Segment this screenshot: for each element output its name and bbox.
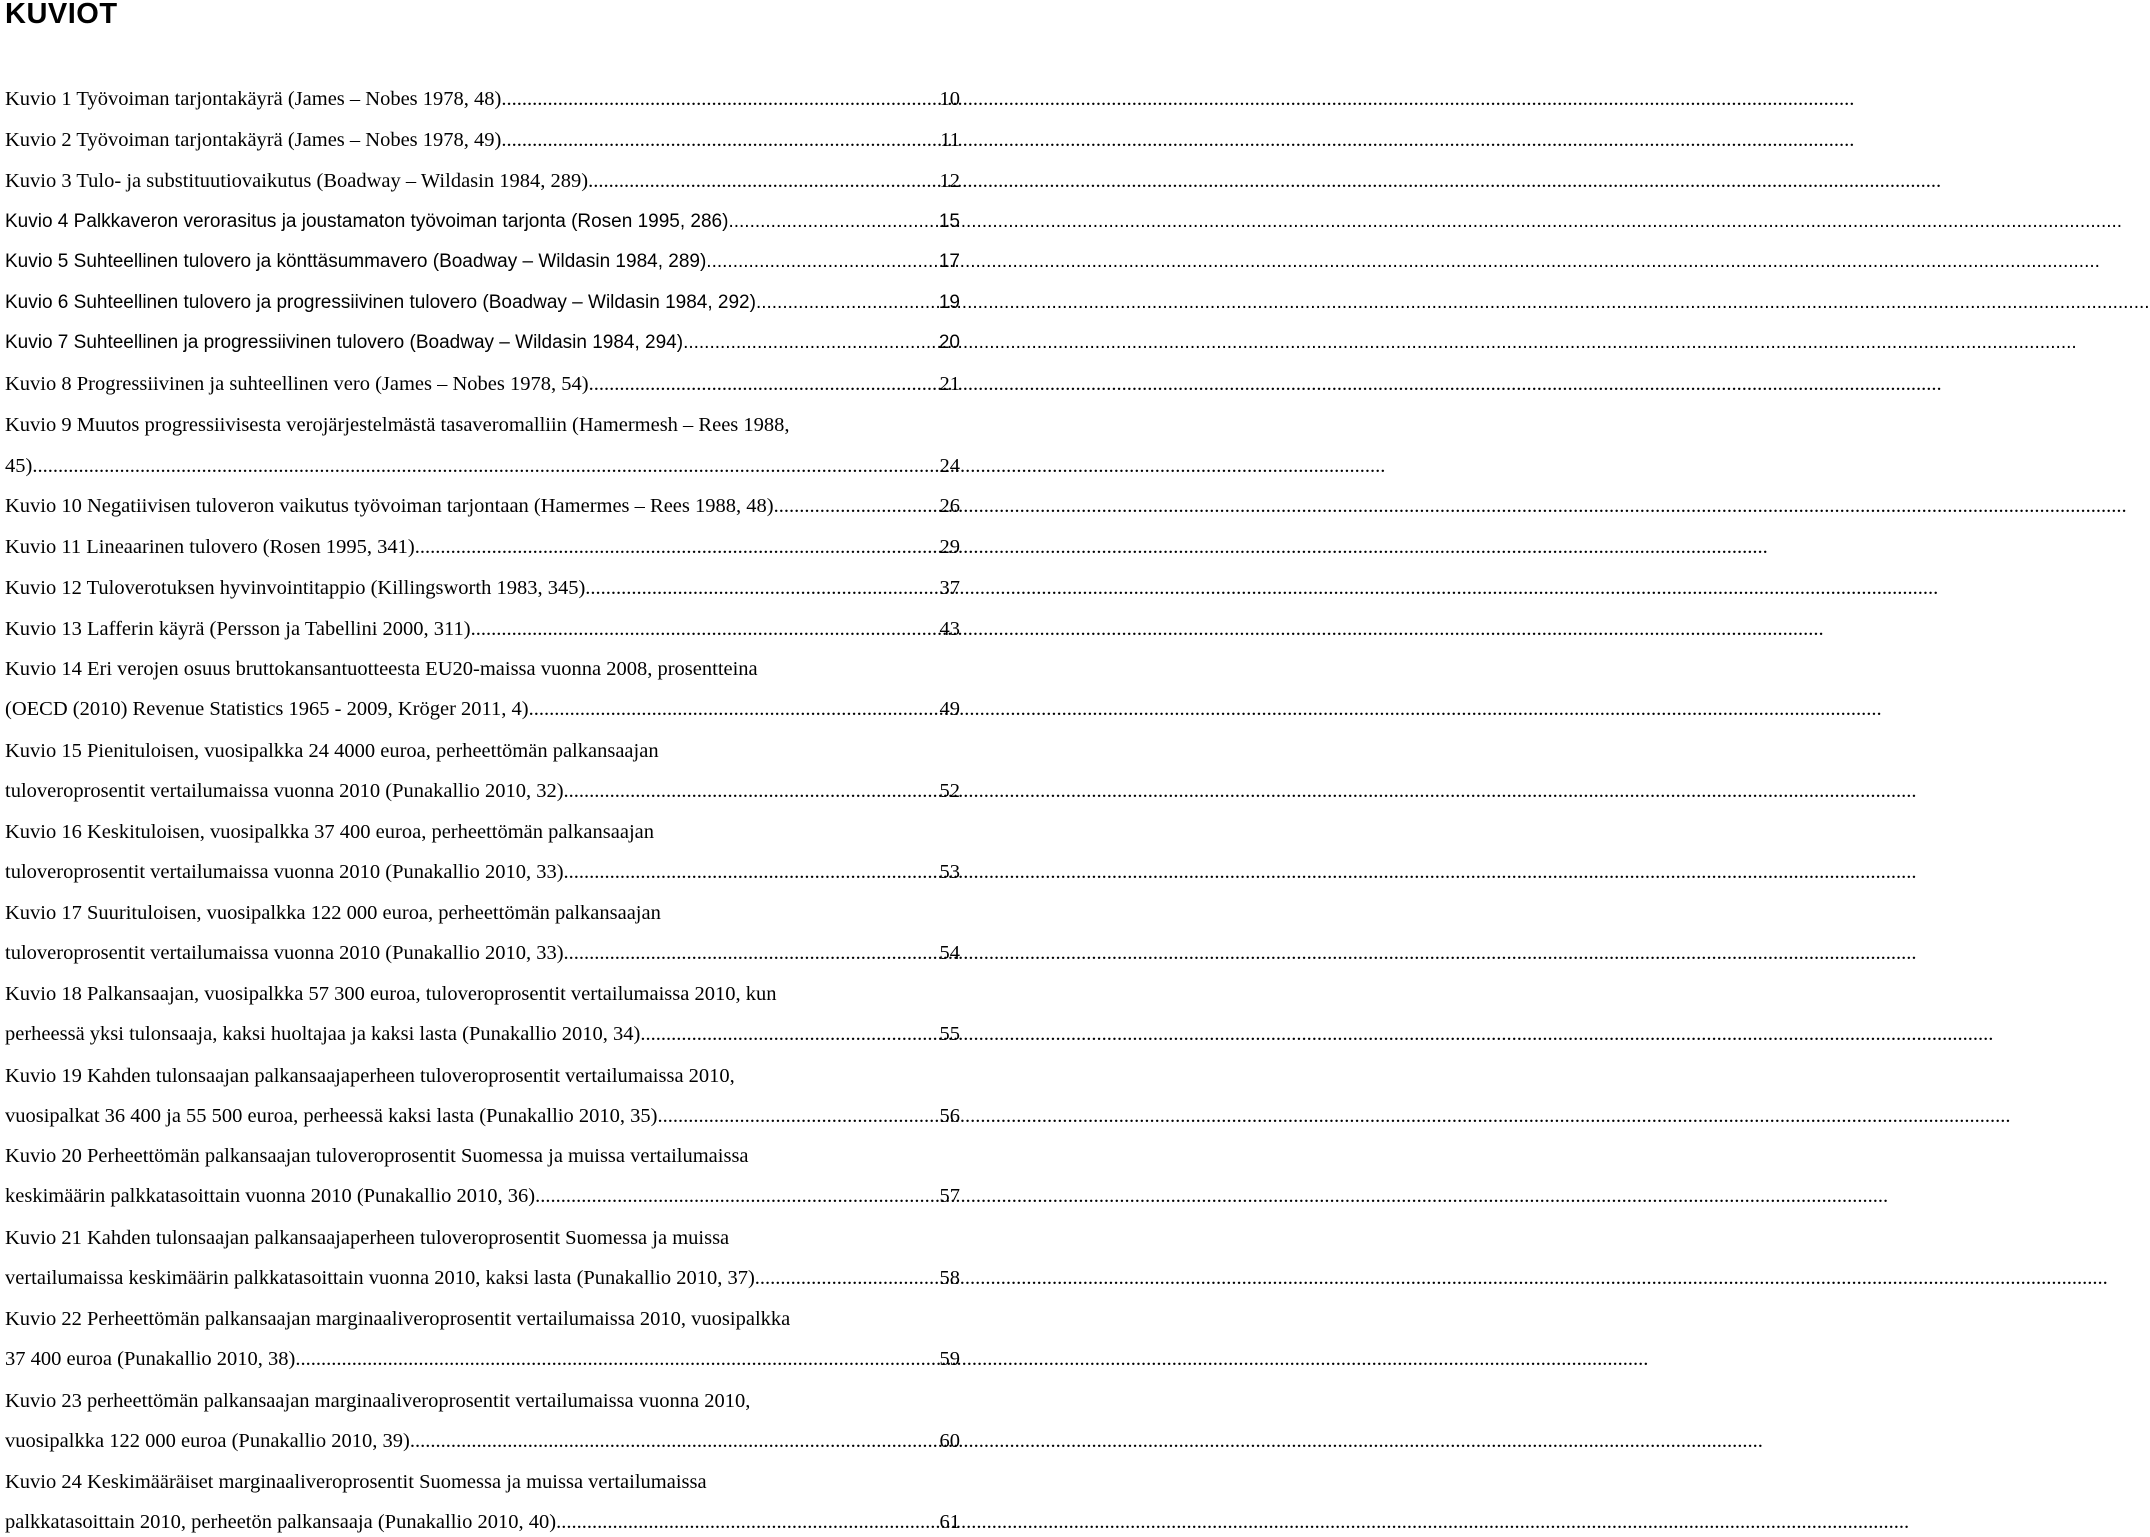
leader-dots bbox=[471, 614, 939, 644]
toc-entry-text: Kuvio 15 Pienituloisen, vuosipalkka 24 4000 euroa, perheettömän palkansaajan bbox=[5, 740, 659, 762]
toc-entry[interactable] bbox=[5, 207, 960, 237]
toc-page-number: 55 bbox=[939, 1023, 960, 1045]
leader-dots bbox=[755, 1263, 939, 1293]
leader-dots bbox=[585, 573, 938, 603]
leader-dots bbox=[32, 451, 938, 481]
toc-entry-text-continued: 37 400 euroa (Punakallio 2010, 38) bbox=[5, 1348, 296, 1370]
document-page bbox=[0, 0, 960, 1535]
toc-entry-first-line bbox=[5, 1386, 960, 1416]
toc-entry-text: Kuvio 6 Suhteellinen tulovero ja progressiivinen tulovero (Boadway – Wildasin 1984, 292) bbox=[5, 292, 756, 313]
toc-entry-text-continued: tuloveroprosentit vertailumaissa vuonna 2010 (Punakallio 2010, 33) bbox=[5, 861, 564, 883]
toc-entry-first-line bbox=[5, 898, 960, 928]
toc-page-number: 37 bbox=[939, 577, 960, 599]
toc-entry-first-line bbox=[5, 1223, 960, 1253]
toc-page-number: 12 bbox=[939, 170, 960, 192]
toc-page-number: 53 bbox=[939, 861, 960, 883]
leader-dots bbox=[556, 1507, 938, 1537]
leader-dots bbox=[501, 84, 938, 114]
toc-entry-text: Kuvio 3 Tulo- ja substituutiovaikutus (Boadway – Wildasin 1984, 289) bbox=[5, 170, 589, 192]
toc-page-number: 61 bbox=[939, 1511, 960, 1533]
toc-entry[interactable] bbox=[5, 451, 960, 481]
toc-entry[interactable] bbox=[5, 1181, 960, 1211]
leader-dots bbox=[415, 532, 939, 562]
toc-entry-first-line bbox=[5, 736, 960, 766]
leader-dots bbox=[640, 1019, 938, 1049]
toc-page-number: 59 bbox=[939, 1348, 960, 1370]
toc-entry[interactable] bbox=[5, 166, 960, 196]
toc-entry-text: Kuvio 10 Negatiivisen tuloveron vaikutus työvoiman tarjontaan (Hamermes – Rees 1988, 48) bbox=[5, 495, 774, 517]
toc-entry-text: Kuvio 21 Kahden tulonsaajan palkansaajaperheen tuloveroprosentit Suomessa ja muissa bbox=[5, 1227, 730, 1249]
toc-entry-first-line bbox=[5, 1467, 960, 1497]
leader-dots bbox=[295, 1344, 938, 1374]
toc-entry[interactable] bbox=[5, 776, 960, 806]
toc-entry-text-continued: perheessä yksi tulonsaaja, kaksi huoltajaa ja kaksi lasta (Punakallio 2010, 34) bbox=[5, 1023, 641, 1045]
toc-entry-first-line bbox=[5, 410, 960, 440]
toc-entry-text-continued: 45) bbox=[5, 455, 33, 477]
toc-entry[interactable] bbox=[5, 1263, 960, 1293]
toc-entry-text: Kuvio 13 Lafferin käyrä (Persson ja Tabellini 2000, 311) bbox=[5, 618, 471, 640]
toc-entry[interactable] bbox=[5, 1426, 960, 1456]
toc-entry[interactable] bbox=[5, 694, 960, 724]
toc-entry-first-line bbox=[5, 1304, 960, 1334]
toc-entry-first-line bbox=[5, 654, 960, 684]
leader-dots bbox=[589, 369, 939, 399]
toc-entry[interactable] bbox=[5, 84, 960, 114]
leader-dots bbox=[728, 207, 937, 237]
toc-entry[interactable] bbox=[5, 1507, 960, 1537]
toc-entry-text-continued: tuloveroprosentit vertailumaissa vuonna 2010 (Punakallio 2010, 32) bbox=[5, 780, 564, 802]
toc-entry-text: Kuvio 14 Eri verojen osuus bruttokansantuotteesta EU20-maissa vuonna 2008, prosentteina bbox=[5, 658, 758, 680]
toc-page-number: 29 bbox=[939, 536, 960, 558]
toc-entry-text: Kuvio 18 Palkansaajan, vuosipalkka 57 300 euroa, tuloveroprosentit vertailumaissa 2010, kun bbox=[5, 983, 777, 1005]
toc-entry-text-continued: palkkatasoittain 2010, perheetön palkansaaja (Punakallio 2010, 40) bbox=[5, 1511, 557, 1533]
toc-entry-text: Kuvio 1 Työvoiman tarjontakäyrä (James – Nobes 1978, 48) bbox=[5, 88, 502, 110]
toc-entry-text: Kuvio 11 Lineaarinen tulovero (Rosen 1995, 341) bbox=[5, 536, 415, 558]
toc-entry-text-continued: vuosipalkka 122 000 euroa (Punakallio 2010, 39) bbox=[5, 1430, 410, 1452]
leader-dots bbox=[756, 288, 938, 318]
toc-entry-text: Kuvio 16 Keskituloisen, vuosipalkka 37 400 euroa, perheettömän palkansaajan bbox=[5, 821, 655, 843]
toc-entry[interactable] bbox=[5, 1019, 960, 1049]
toc-page-number: 56 bbox=[939, 1105, 960, 1127]
toc-page-number: 24 bbox=[939, 455, 960, 477]
toc-entry-text: Kuvio 5 Suhteellinen tulovero ja könttäsummavero (Boadway – Wildasin 1984, 289) bbox=[5, 251, 707, 272]
toc-page-number: 19 bbox=[938, 292, 960, 313]
toc-page-number: 60 bbox=[939, 1430, 960, 1452]
toc-entry-text: Kuvio 7 Suhteellinen ja progressiivinen tulovero (Boadway – Wildasin 1984, 294) bbox=[5, 332, 684, 353]
toc-entry[interactable] bbox=[5, 288, 960, 318]
toc-page-number: 11 bbox=[940, 129, 960, 151]
leader-dots bbox=[410, 1426, 939, 1456]
leader-dots bbox=[774, 491, 939, 521]
toc-entry[interactable] bbox=[5, 125, 960, 155]
leader-dots bbox=[588, 166, 938, 196]
toc-entry[interactable] bbox=[5, 328, 960, 358]
page-title: KUVIOT bbox=[5, 0, 118, 30]
toc-entry[interactable] bbox=[5, 247, 960, 277]
toc-entry[interactable] bbox=[5, 573, 960, 603]
leader-dots bbox=[683, 328, 938, 358]
toc-entry-first-line bbox=[5, 1061, 960, 1091]
toc-entry-first-line bbox=[5, 1141, 960, 1171]
toc-entry[interactable] bbox=[5, 1101, 960, 1131]
toc-page-number: 26 bbox=[939, 495, 960, 517]
toc-page-number: 49 bbox=[939, 698, 960, 720]
toc-entry-text-continued: vertailumaissa keskimäärin palkkatasoittain vuonna 2010, kaksi lasta (Punakallio 2010, 37) bbox=[5, 1267, 755, 1289]
toc-page-number: 57 bbox=[939, 1185, 960, 1207]
toc-page-number: 17 bbox=[938, 251, 960, 272]
toc-page-number: 20 bbox=[938, 332, 960, 353]
toc-page-number: 52 bbox=[939, 780, 960, 802]
toc-entry[interactable] bbox=[5, 369, 960, 399]
toc-entry[interactable] bbox=[5, 938, 960, 968]
toc-entry-text: Kuvio 22 Perheettömän palkansaajan marginaaliveroprosentit vertailumaissa 2010, vuosipalkka bbox=[5, 1308, 791, 1330]
toc-entry-text: Kuvio 19 Kahden tulonsaajan palkansaajaperheen tuloveroprosentit vertailumaissa 2010, bbox=[5, 1065, 735, 1087]
toc-entry-text-continued: keskimäärin palkkatasoittain vuonna 2010 (Punakallio 2010, 36) bbox=[5, 1185, 536, 1207]
toc-page-number: 43 bbox=[939, 618, 960, 640]
leader-dots bbox=[564, 938, 939, 968]
toc-entry[interactable] bbox=[5, 1344, 960, 1374]
toc-entry-text-continued: vuosipalkat 36 400 ja 55 500 euroa, perheessä kaksi lasta (Punakallio 2010, 35) bbox=[5, 1105, 658, 1127]
leader-dots bbox=[564, 857, 939, 887]
toc-page-number: 15 bbox=[938, 211, 960, 232]
leader-dots bbox=[706, 247, 938, 277]
toc-entry-text: Kuvio 24 Keskimääräiset marginaaliveroprosentit Suomessa ja muissa vertailumaissa bbox=[5, 1471, 707, 1493]
toc-entry-text-continued: tuloveroprosentit vertailumaissa vuonna 2010 (Punakallio 2010, 33) bbox=[5, 942, 564, 964]
toc-entry-text: Kuvio 12 Tuloverotuksen hyvinvointitappio (Killingsworth 1983, 345) bbox=[5, 577, 586, 599]
toc-entry[interactable] bbox=[5, 491, 960, 521]
toc-entry-text: Kuvio 8 Progressiivinen ja suhteellinen vero (James – Nobes 1978, 54) bbox=[5, 373, 589, 395]
toc-page-number: 58 bbox=[939, 1267, 960, 1289]
toc-entry-first-line bbox=[5, 979, 960, 1009]
toc-page-number: 10 bbox=[939, 88, 960, 110]
toc-page-number: 21 bbox=[939, 373, 960, 395]
leader-dots bbox=[529, 694, 939, 724]
toc-entry-text-continued: (OECD (2010) Revenue Statistics 1965 - 2009, Kröger 2011, 4) bbox=[5, 698, 529, 720]
toc-entry-text: Kuvio 23 perheettömän palkansaajan marginaaliveroprosentit vertailumaissa vuonna 2010, bbox=[5, 1390, 751, 1412]
toc-entry-text: Kuvio 9 Muutos progressiivisesta verojärjestelmästä tasaveromalliin (Hamermesh – Rees 1988, bbox=[5, 414, 790, 436]
toc-entry-text: Kuvio 4 Palkkaveron verorasitus ja joustamaton työvoiman tarjonta (Rosen 1995, 286) bbox=[5, 211, 729, 232]
toc-entry-text: Kuvio 2 Työvoiman tarjontakäyrä (James – Nobes 1978, 49) bbox=[5, 129, 502, 151]
toc-entry-text: Kuvio 20 Perheettömän palkansaajan tuloveroprosentit Suomessa ja muissa vertailumaissa bbox=[5, 1145, 749, 1167]
leader-dots bbox=[501, 125, 939, 155]
toc-entry-text: Kuvio 17 Suurituloisen, vuosipalkka 122 000 euroa, perheettömän palkansaajan bbox=[5, 902, 661, 924]
toc-entry[interactable] bbox=[5, 857, 960, 887]
toc-page-number: 54 bbox=[939, 942, 960, 964]
toc-entry[interactable] bbox=[5, 532, 960, 562]
toc-entry-first-line bbox=[5, 817, 960, 847]
toc-entry[interactable] bbox=[5, 614, 960, 644]
leader-dots bbox=[564, 776, 939, 806]
leader-dots bbox=[657, 1101, 938, 1131]
leader-dots bbox=[535, 1181, 938, 1211]
